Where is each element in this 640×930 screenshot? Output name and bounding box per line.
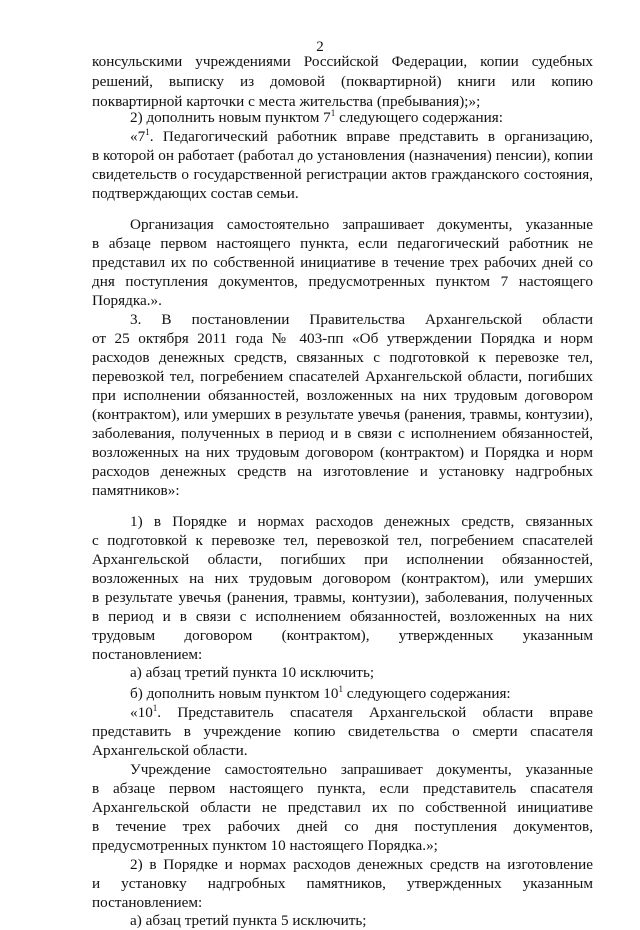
text-segment: 2) дополнить новым пунктом 7 [130, 109, 331, 126]
text-line [130, 127, 593, 146]
text-line: от 25 октября 2011 года № 403-пп «Об утверждении Порядка и норм [92, 330, 593, 347]
text-line: в которой он работает (работал до установления (назначения) пенсии), копии [92, 147, 593, 164]
text-line [130, 108, 593, 127]
superscript: 1 [152, 703, 158, 713]
text-line: в период и в связи с исполнением обязанностей, возложенных на них [92, 608, 593, 625]
text-line: возложенных на них трудовым договором (контрактом) и Порядка и норм [92, 444, 593, 461]
text-line: в течение трех рабочих дней со дня поступления документов, [92, 818, 593, 835]
text-segment: . Представитель спасателя Архангельской области вправе [157, 704, 593, 721]
text-line: 2) в Порядке и нормах расходов денежных средств на изготовление [130, 856, 593, 873]
text-line: возложенных на них трудовым договором (контрактом), или умерших [92, 570, 593, 587]
text-line: Порядка.». [92, 292, 162, 309]
text-line: консульскими учреждениями Российской Федерации, копии судебных [92, 53, 593, 70]
text-line: Учреждение самостоятельно запрашивает документы, указанные [130, 761, 593, 778]
text-line: решений, выписку из домовой (поквартирной) книги или копию [92, 73, 593, 90]
text-line: расходов денежных средств, связанных с подготовкой к перевозке тел, [92, 349, 593, 366]
text-line: памятников»: [92, 482, 180, 499]
text-line: предусмотренных пунктом 10 настоящего Порядка.»; [92, 837, 438, 854]
text-line: в абзаце первом настоящего пункта, если педагогический работник не [92, 235, 593, 252]
superscript: 1 [338, 684, 343, 694]
text-line: постановлением: [92, 894, 203, 911]
text-line: Архангельской области. [92, 742, 248, 759]
text-line: представить в учреждение копию свидетельства о смерти спасателя [92, 723, 593, 740]
text-line: а) абзац третий пункта 5 исключить; [130, 912, 367, 929]
text-line: представил их по собственной инициативе в течение трех рабочих дней со [92, 254, 593, 271]
text-segment: б) дополнить новым пунктом 10 [130, 685, 339, 702]
text-line: с подготовкой к перевозке тел, перевозкой тел, погребением спасателей [92, 532, 593, 549]
text-line: трудовым договором (контрактом), утвержденных указанным [92, 627, 593, 644]
superscript: 1 [330, 108, 336, 118]
text-line: подтверждающих состав семьи. [92, 185, 299, 202]
text-line: Архангельской области, погибших при исполнении обязанностей, [92, 551, 593, 568]
text-line: а) абзац третий пункта 10 исключить; [130, 664, 375, 681]
text-segment: . Педагогический работник вправе представить в организацию, [149, 128, 593, 145]
text-line: поквартирной карточки с места жительства (пребывания);»; [92, 93, 481, 110]
text-line: 1) в Порядке и нормах расходов денежных средств, связанных [130, 513, 593, 530]
text-line: 3. В постановлении Правительства Архангельской области [130, 311, 593, 328]
text-segment: следующего содержания: [335, 109, 503, 126]
text-line: в результате увечья (ранения, травмы, контузии), заболевания, полученных [92, 589, 593, 606]
text-segment: следующего содержания: [343, 685, 511, 702]
text-line: и установку надгробных памятников, утвержденных указанным [92, 875, 593, 892]
text-line [130, 684, 593, 703]
text-line: заболевания, полученных в период и в связи с исполнением обязанностей, [92, 425, 593, 442]
text-line: Организация самостоятельно запрашивает документы, указанные [130, 216, 593, 233]
text-segment: «10 [130, 704, 153, 721]
text-line: перевозкой тел, погребением спасателей Архангельской области, погибших [92, 368, 593, 385]
text-line: (контрактом), или умерших в результате увечья (ранения, травмы, контузии), [92, 406, 593, 423]
page-number: 2 [316, 39, 324, 55]
text-segment: «7 [130, 128, 146, 145]
text-line: в абзаце первом настоящего пункта, если представитель спасателя [92, 780, 593, 797]
text-line: постановлением: [92, 646, 203, 663]
text-line [130, 703, 593, 722]
text-line: Архангельской области не представил их по собственной инициативе [92, 799, 593, 816]
superscript: 1 [145, 127, 150, 137]
text-line: дня поступления документов, предусмотренных пунктом 7 настоящего [92, 273, 593, 290]
text-line: расходов денежных средств на изготовление и установку надгробных [92, 463, 593, 480]
text-line: при исполнении обязанностей, возложенных на них трудовым договором [92, 387, 593, 404]
text-line: свидетельств о государственной регистрации актов гражданского состояния, [92, 166, 593, 183]
